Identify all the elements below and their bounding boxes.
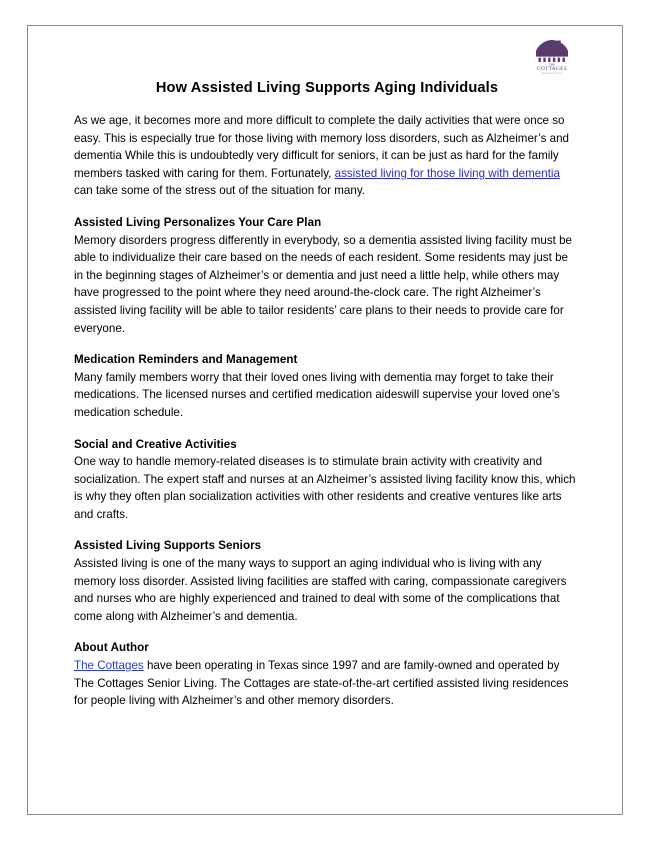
document-page [27, 25, 623, 815]
logo-brand-tagline: SENIOR LIVING [541, 72, 563, 76]
about-author-heading: About Author [74, 641, 149, 655]
section-supports-seniors [74, 537, 580, 625]
section-heading: Medication Reminders and Management [74, 353, 298, 367]
section-personalizes-care-plan [74, 214, 580, 337]
section-medication-reminders [74, 351, 580, 421]
document-body [74, 112, 580, 724]
section-social-creative-activities [74, 436, 580, 524]
about-author-body [74, 657, 580, 710]
page-content-area [74, 34, 580, 804]
logo-brand-the: THE [548, 62, 556, 67]
intro-paragraph [74, 112, 580, 200]
section-heading: Social and Creative Activities [74, 437, 237, 451]
page-title: How Assisted Living Supports Aging Individuals [155, 80, 499, 96]
section-body: Memory disorders progress differently in everybody, so a dementia assisted living facility must be able to individualize their care based on the needs of each resident. Some residents may just be in the beginning stages of Alzheimer’s or dementia and just need a little help, while others may have progressed to the point where they need around-the-clock care. The right Alzheimer’s assisted living facility will be able to tailor residents’ care plans to their needs to provide care for everyone. [74, 233, 573, 335]
intro-text-part-2: can take some of the stress out of the situation for many. [74, 184, 366, 198]
section-heading: Assisted Living Personalizes Your Care Plan [74, 215, 322, 229]
about-author-text: have been operating in Texas since 1997 and are family-owned and operated by The Cottages Senior Living. The Cottages are state-of-the-art certified assisted living residences for people living with Alzheimer’s and other memory disorders. [74, 659, 569, 708]
cottage-house-icon [524, 34, 580, 78]
assisted-living-dementia-link[interactable]: assisted living for those living with dementia [334, 166, 560, 180]
the-cottages-logo [524, 34, 580, 78]
the-cottages-link[interactable]: The Cottages [74, 659, 144, 673]
section-body: One way to handle memory-related diseases is to stimulate brain activity with creativity and socialization. The expert staff and nurses at an Alzheimer’s assisted living facility know this, which is why they often plan socialization activities with other residents and creative ventures like arts and crafts. [74, 455, 576, 521]
section-body: Assisted living is one of the many ways to support an aging individual who is living with any memory loss disorder. Assisted living facilities are staffed with caring, compassionate caregivers and nurses who are highly experienced and trained to deal with some of the complications that come along with Alzheimer’s and dementia. [74, 557, 567, 623]
intro-text-part-1: As we age, it becomes more and more difficult to complete the daily activities that were once so easy. This is especially true for those living with memory loss disorders, such as Alzheimer’s and dementia While this is undoubtedly very difficult for seniors, it can be just as hard for the family members tasked with caring for them. Fortunately, [74, 114, 569, 180]
logo-brand-cottages: COTTAGES [536, 66, 568, 73]
section-body: Many family members worry that their loved ones living with dementia may forget to take their medications. The licensed nurses and certified medication aideswill supervise your loved one’s medication schedule. [74, 370, 560, 419]
section-about-author [74, 639, 580, 709]
section-heading: Assisted Living Supports Seniors [74, 539, 262, 553]
